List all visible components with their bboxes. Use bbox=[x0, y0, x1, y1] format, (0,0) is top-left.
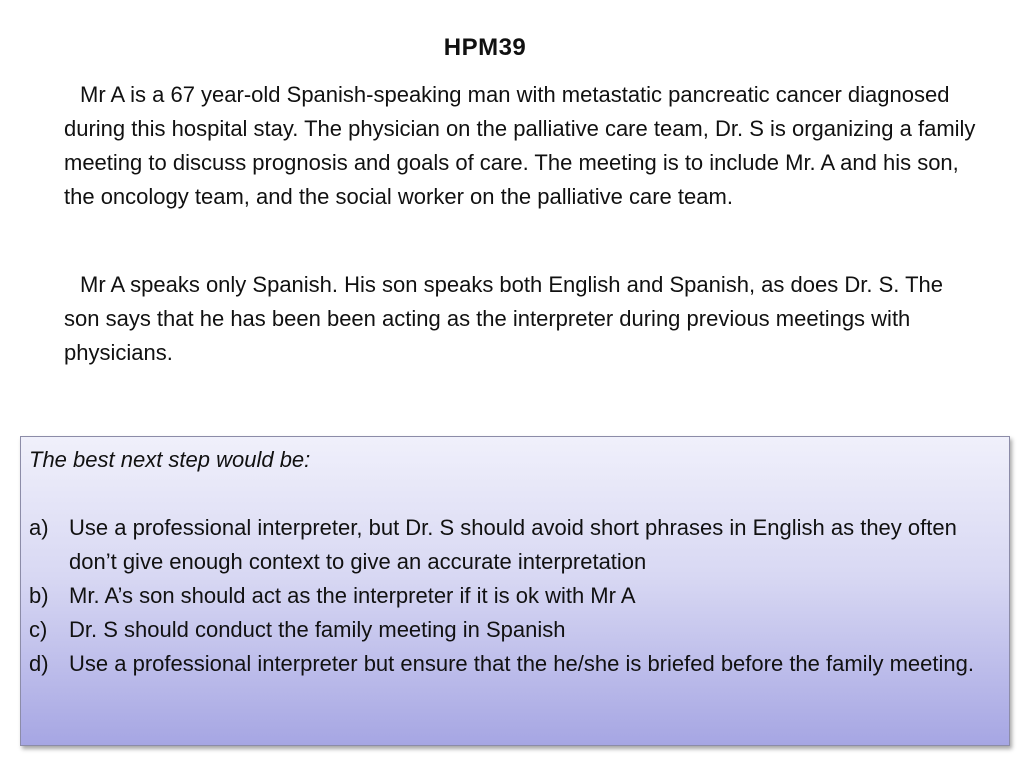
option-letter: d) bbox=[29, 651, 49, 676]
answer-option-a bbox=[29, 511, 1001, 579]
option-text: Use a professional interpreter but ensure that the he/she is briefed before the family meeting. bbox=[69, 651, 974, 676]
option-letter: b) bbox=[29, 583, 49, 608]
option-letter: a) bbox=[29, 515, 49, 540]
answer-option-c bbox=[29, 613, 1001, 647]
answer-options bbox=[29, 511, 1001, 681]
option-letter: c) bbox=[29, 617, 48, 642]
case-paragraph-1 bbox=[64, 78, 984, 214]
option-text: Mr. A’s son should act as the interpreter if it is ok with Mr A bbox=[69, 583, 636, 608]
case-paragraph-2-text: Mr A speaks only Spanish. His son speaks both English and Spanish, as does Dr. S. The son says that he has been been acting as the interpreter during previous meetings with physicians. bbox=[64, 272, 943, 365]
answer-option-d bbox=[29, 647, 1001, 681]
option-text: Dr. S should conduct the family meeting in Spanish bbox=[69, 617, 566, 642]
page-title: HPM39 bbox=[443, 34, 527, 61]
question-prompt: The best next step would be: bbox=[29, 447, 311, 472]
option-text: Use a professional interpreter, but Dr. S should avoid short phrases in English as they often don’t give enough context to give an accurate interpretation bbox=[69, 515, 957, 574]
question-box bbox=[20, 436, 1010, 746]
case-paragraph-1-text: Mr A is a 67 year-old Spanish-speaking man with metastatic pancreatic cancer diagnosed during this hospital stay. The physician on the palliative care team, Dr. S is organizing a family meeting to discuss prognosis and goals of care. The meeting is to include Mr. A and his son, the oncology team, and the social worker on the palliative care team. bbox=[64, 82, 976, 209]
case-paragraph-2 bbox=[64, 268, 984, 370]
answer-option-b bbox=[29, 579, 1001, 613]
